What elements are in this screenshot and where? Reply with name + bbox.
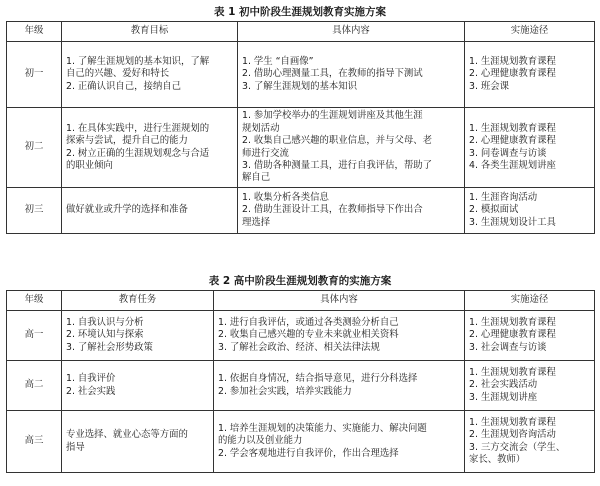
cell-line: 3. 生涯规划讲座 <box>469 391 538 403</box>
cell-line: 4. 各类生涯规划讲座 <box>469 159 556 171</box>
cell-line: 1. 生涯规划教育课程 <box>469 416 556 428</box>
content-cell <box>238 42 465 108</box>
content-cell <box>238 188 465 234</box>
cell-line: 1. 参加学校举办的生涯规划讲座及其他生涯 <box>242 110 423 122</box>
table-row <box>7 42 595 108</box>
cell-line: 2. 社会实践 <box>66 385 116 397</box>
table-row <box>7 311 595 361</box>
content-cell <box>214 411 465 473</box>
cell-line: 3. 问卷调查与访谈 <box>469 147 547 159</box>
cell-line: 1. 了解生涯规划的基本知识，了解 <box>66 55 210 67</box>
cell-line: 探索与尝试，提升自己的能力 <box>66 135 188 147</box>
ways-cell <box>465 411 595 473</box>
table1-header-row <box>7 22 595 42</box>
cell-line: 1. 生涯咨询活动 <box>469 191 538 203</box>
cell-line: 3. 了解社会形势政策 <box>66 341 153 353</box>
cell-line: 3. 了解生涯规划的基本知识 <box>242 80 358 92</box>
cell-line: 1. 自我认识与分析 <box>66 316 144 328</box>
cell-line: 1. 生涯规划教育课程 <box>469 55 556 67</box>
cell-line: 3. 了解社会政治、经济、相关法律法规 <box>218 341 380 353</box>
table-row <box>7 188 595 234</box>
cell-line: 规划活动 <box>242 122 280 134</box>
cell-line: 做好就业或升学的选择和准备 <box>66 204 188 216</box>
cell-line: 2. 收集自己感兴趣的职业信息，并与父母、老 <box>242 135 433 147</box>
table1-header-3: 实施途径 <box>465 22 595 42</box>
cell-line: 1. 收集分析各类信息 <box>242 191 329 203</box>
cell-line: 3. 借助各种测量工具，进行自我评估，帮助了 <box>242 159 433 171</box>
table1-caption: 表 1 初中阶段生涯规划教育实施方案 <box>213 6 387 18</box>
table2-header-3: 实施途径 <box>465 291 595 311</box>
table2-header-row <box>7 291 595 311</box>
table-row <box>7 108 595 188</box>
cell-line: 2. 社会实践活动 <box>469 379 538 391</box>
cell-line: 2. 正确认识自己，接纳自己 <box>66 80 182 92</box>
ways-cell <box>465 108 595 188</box>
table2 <box>6 290 595 473</box>
grade-cell: 高三 <box>7 411 62 473</box>
goal-cell <box>62 108 238 188</box>
table2-header-2: 具体内容 <box>214 291 465 311</box>
cell-line: 家长、教师） <box>469 453 526 465</box>
cell-line: 师进行交流 <box>242 147 289 159</box>
table2-caption: 表 2 高中阶段生涯规划教育的实施方案 <box>208 275 392 287</box>
cell-line: 专业选择、就业心态等方面的 <box>66 429 188 441</box>
cell-line: 指导 <box>66 441 85 453</box>
cell-line: 3. 生涯规划设计工具 <box>469 216 556 228</box>
content-cell <box>214 361 465 411</box>
goal-cell <box>62 411 214 473</box>
ways-cell <box>465 311 595 361</box>
cell-line: 2. 收集自己感兴趣的专业未来就业相关资料 <box>218 329 399 341</box>
cell-line: 2. 环境认知与探索 <box>66 329 144 341</box>
cell-line: 2. 借助生涯设计工具，在教师指导下作出合 <box>242 204 423 216</box>
grade-cell: 高二 <box>7 361 62 411</box>
cell-line: 的能力以及创业能力 <box>218 435 303 447</box>
cell-line: 1. 进行自我评估，或通过各类测验分析自己 <box>218 316 399 328</box>
cell-line: 3. 班会课 <box>469 80 510 92</box>
grade-cell: 初三 <box>7 188 62 234</box>
cell-line: 2. 模拟面试 <box>469 204 519 216</box>
cell-line: 2. 学会客观地进行自我评价，作出合理选择 <box>218 447 399 459</box>
ways-cell <box>465 42 595 108</box>
cell-line: 2. 心理健康教育课程 <box>469 329 556 341</box>
cell-line: 的职业倾向 <box>66 159 113 171</box>
cell-line: 2. 借助心理测量工具，在教师的指导下测试 <box>242 68 423 80</box>
cell-line: 1. 学生 “自画像” <box>242 55 314 67</box>
cell-line: 1. 培养生涯规划的决策能力、实施能力、解决问题 <box>218 422 427 434</box>
cell-line: 1. 依据自身情况，结合指导意见，进行分科选择 <box>218 373 418 385</box>
cell-line: 解自己 <box>242 172 271 184</box>
content-cell <box>214 311 465 361</box>
grade-cell: 高一 <box>7 311 62 361</box>
cell-line: 2. 参加社会实践，培养实践能力 <box>218 385 352 397</box>
table1-header-0: 年级 <box>7 22 62 42</box>
goal-cell <box>62 188 238 234</box>
table1-header-2: 具体内容 <box>238 22 465 42</box>
cell-line: 2. 生涯规划咨询活动 <box>469 429 556 441</box>
cell-line: 自己的兴趣、爱好和特长 <box>66 68 170 80</box>
cell-line: 3. 三方交流会（学生、 <box>469 441 566 453</box>
goal-cell <box>62 42 238 108</box>
cell-line: 1. 在具体实践中，进行生涯规划的 <box>66 122 210 134</box>
ways-cell <box>465 361 595 411</box>
cell-line: 1. 生涯规划教育课程 <box>469 366 556 378</box>
grade-cell: 初一 <box>7 42 62 108</box>
cell-line: 1. 生涯规划教育课程 <box>469 316 556 328</box>
goal-cell <box>62 311 214 361</box>
table1 <box>6 21 595 234</box>
content-cell <box>238 108 465 188</box>
table2-header-1: 教育任务 <box>62 291 214 311</box>
cell-line: 2. 树立正确的生涯规划观念与合适 <box>66 147 210 159</box>
cell-line: 2. 心理健康教育课程 <box>469 135 556 147</box>
table-row <box>7 361 595 411</box>
cell-line: 理选择 <box>242 216 271 228</box>
grade-cell: 初二 <box>7 108 62 188</box>
cell-line: 1. 自我评价 <box>66 373 116 385</box>
ways-cell <box>465 188 595 234</box>
cell-line: 2. 心理健康教育课程 <box>469 68 556 80</box>
table-row <box>7 411 595 473</box>
goal-cell <box>62 361 214 411</box>
cell-line: 1. 生涯规划教育课程 <box>469 122 556 134</box>
cell-line: 3. 社会调查与访谈 <box>469 341 547 353</box>
table2-header-0: 年级 <box>7 291 62 311</box>
table1-header-1: 教育目标 <box>62 22 238 42</box>
